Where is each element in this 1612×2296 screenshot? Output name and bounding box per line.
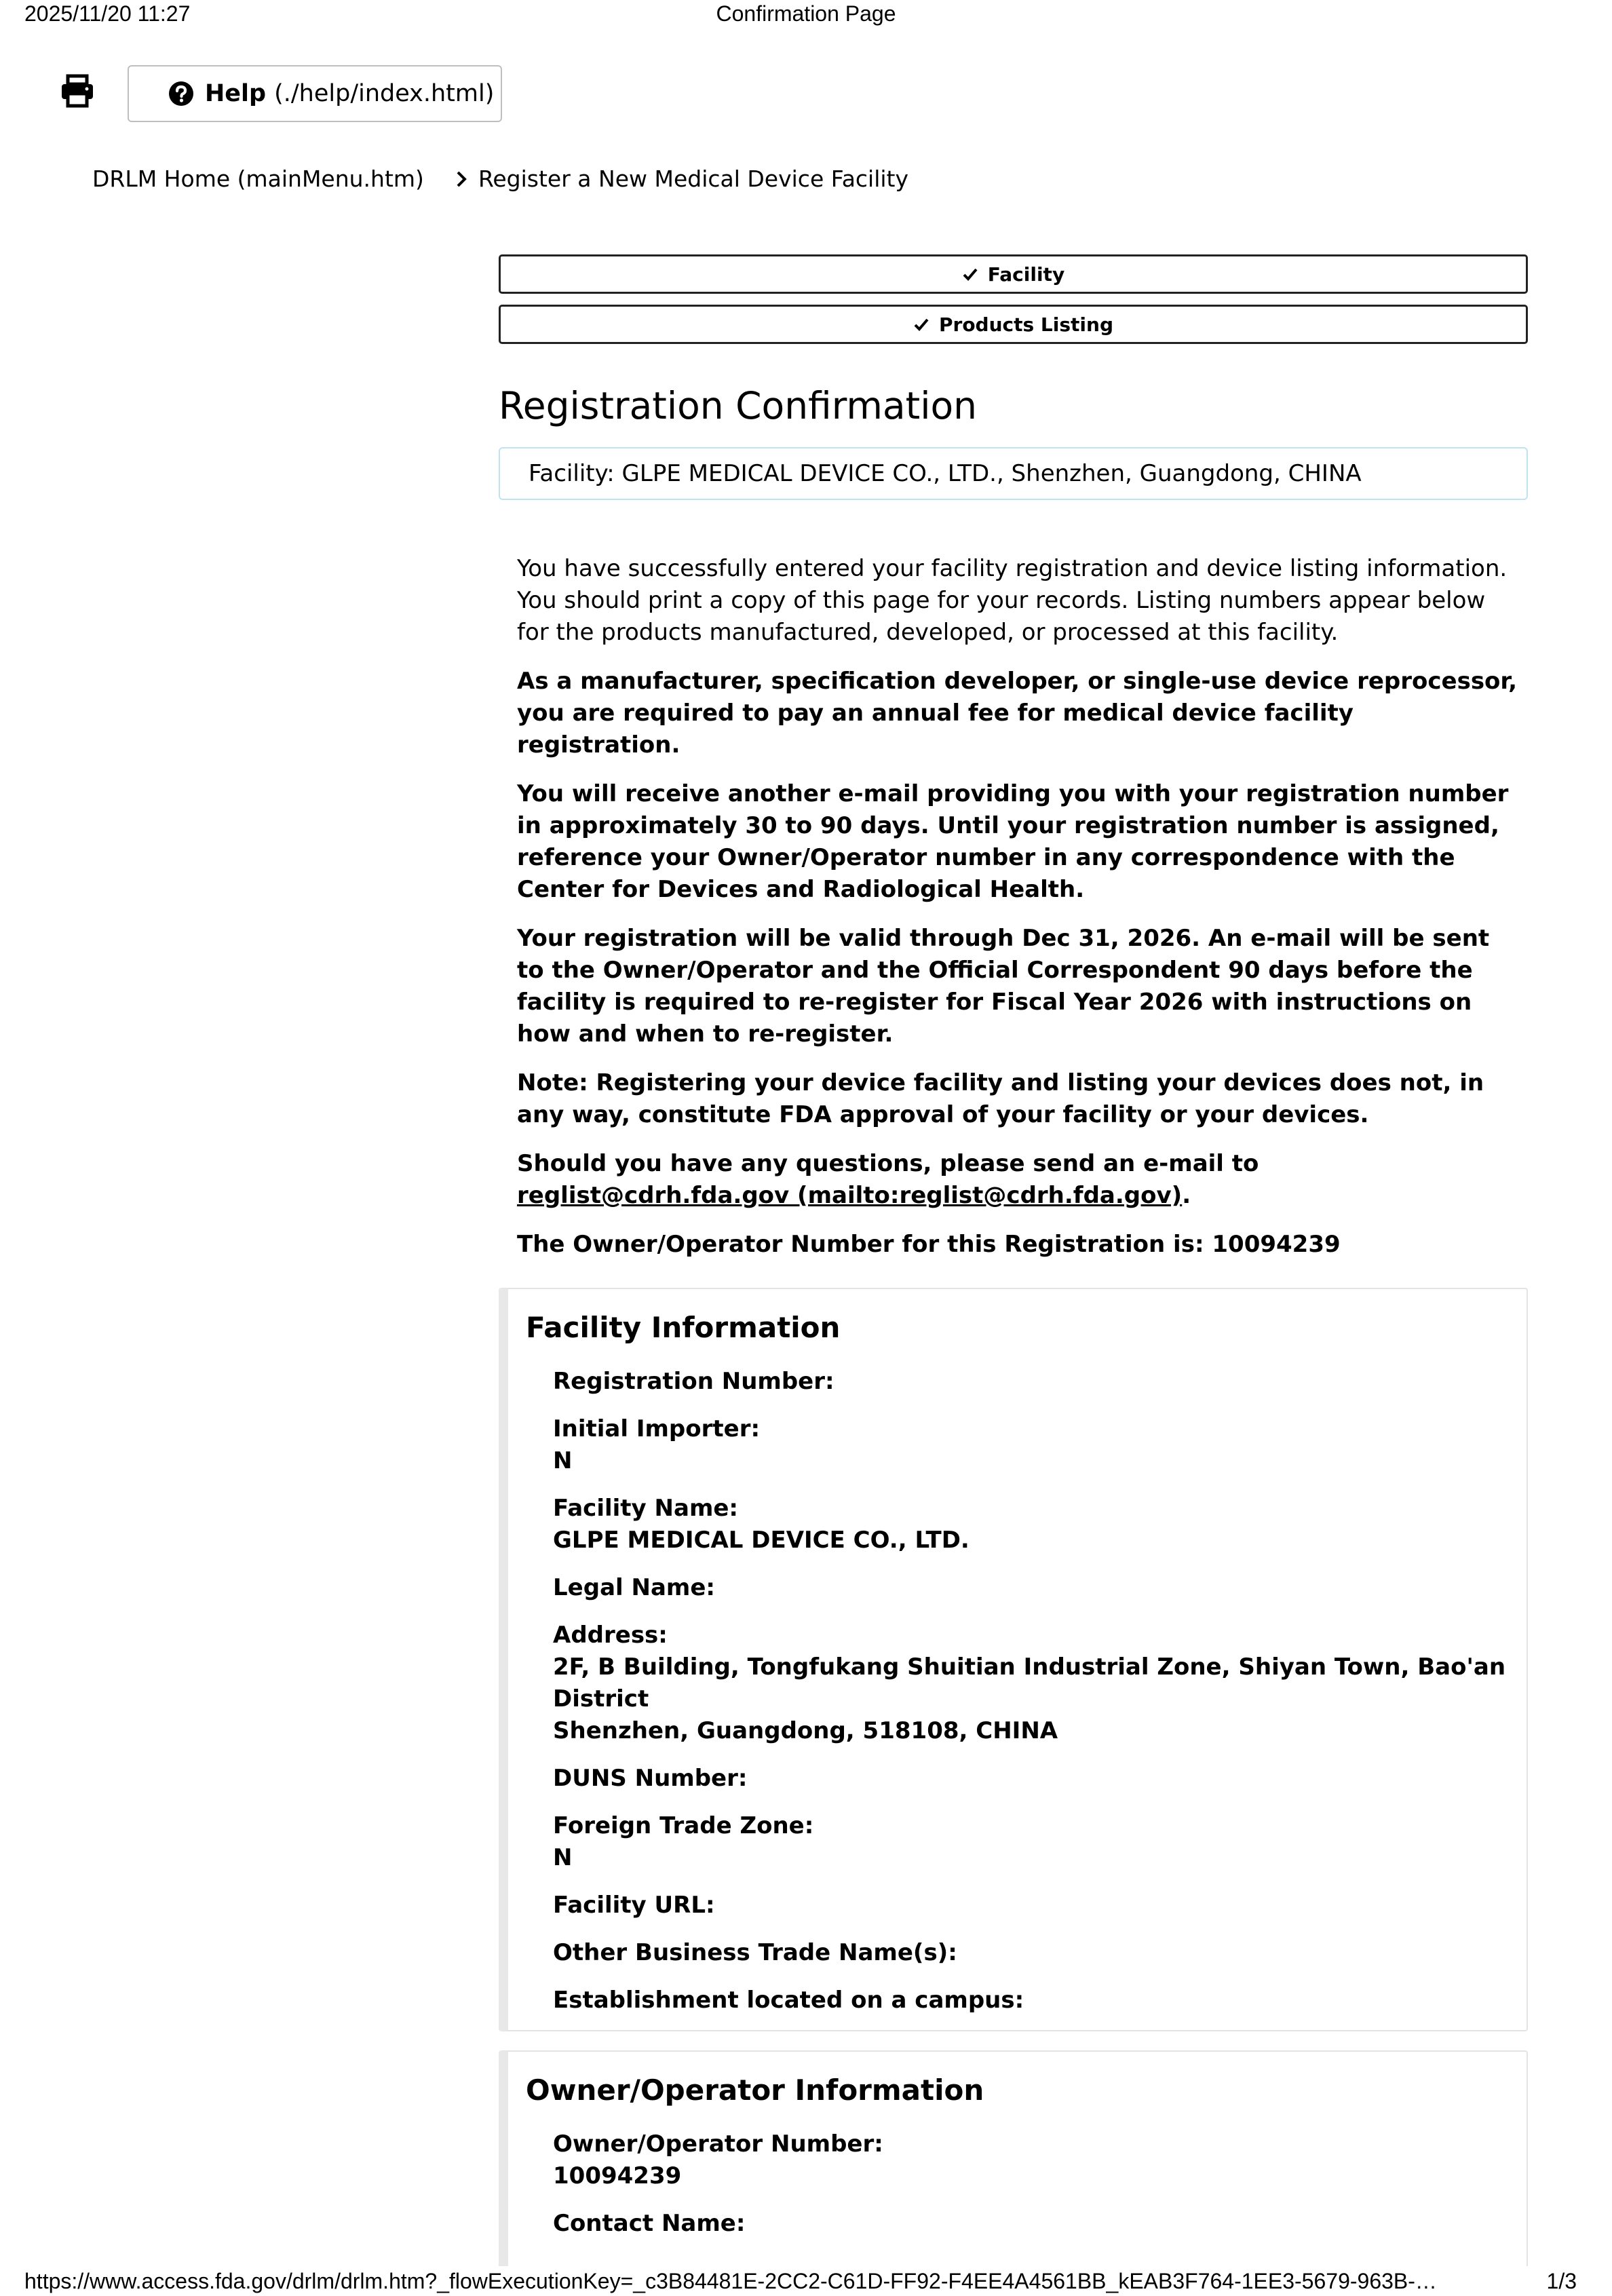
chevron-right-icon	[454, 170, 469, 188]
contact-name-field: Contact Name:	[553, 2210, 746, 2237]
help-label: Help	[205, 80, 267, 107]
initial-importer-field: Initial Importer: N	[553, 1413, 1527, 1477]
question-circle-icon	[168, 81, 194, 107]
facility-name-field: Facility Name: GLPE MEDICAL DEVICE CO., LTD.	[553, 1493, 1527, 1556]
reglist-email-link[interactable]: reglist@cdrh.fda.gov (mailto:reglist@cdrh.fda.gov)	[517, 1182, 1183, 1209]
help-link: (./help/index.html)	[274, 80, 495, 107]
registration-number-field: Registration Number:	[553, 1368, 834, 1395]
message-paragraph: You have successfully entered your facility registration and device listing information. You should print a copy of this page for your records. Listing numbers appear below for the products manufactured, developed, or processed at this facility.	[517, 555, 1508, 646]
confirmation-message	[517, 553, 1521, 1278]
address-line-1: 2F, B Building, Tongfukang Shuitian Industrial Zone, Shiyan Town, Bao'an District	[553, 1653, 1506, 1713]
page-title: Registration Confirmation	[499, 384, 977, 427]
print-page-number: 1/3	[1546, 2269, 1577, 2293]
breadcrumb-current: Register a New Medical Device Facility	[478, 166, 909, 192]
message-owner-operator-number: The Owner/Operator Number for this Registration is: 10094239	[517, 1231, 1341, 1258]
print-url: https://www.access.fda.gov/drlm/drlm.htm?_flowExecutionKey=_c3B84481E-2CC2-C61D-FF92-F4EE4A4561BB_kEAB3F764-1EE3-5679-963B-…	[24, 2269, 1437, 2293]
print-header	[0, 0, 1612, 30]
facility-url-field: Facility URL:	[553, 1892, 715, 1919]
help-button[interactable]	[128, 65, 502, 122]
message-contact: Should you have any questions, please send an e-mail to reglist@cdrh.fda.gov (mailto:reglist@cdrh.fda.gov).	[517, 1150, 1259, 1209]
legal-name-field: Legal Name:	[553, 1574, 715, 1601]
facility-step-label: Facility	[987, 263, 1065, 286]
message-fda-approval-note: Note: Registering your device facility and listing your devices does not, in any way, constitute FDA approval of your facility or your devices.	[517, 1069, 1484, 1128]
facility-name-value: GLPE MEDICAL DEVICE CO., LTD.	[553, 1527, 970, 1554]
message-fee-notice: As a manufacturer, specification developer, or single-use device reprocessor, you are required to pay an annual fee for medical device facility registration.	[517, 668, 1518, 759]
message-validity-notice: Your registration will be valid through Dec 31, 2026. An e-mail will be sent to the Owner/Operator and the Official Correspondent 90 days before the facility is required to re-register for Fiscal Year 2026 with instructions on how and when to re-register.	[517, 925, 1490, 1048]
print-footer	[0, 2266, 1612, 2296]
printer-icon	[60, 73, 95, 109]
print-page-title: Confirmation Page	[716, 1, 896, 26]
owner-operator-information-panel	[499, 2050, 1528, 2296]
address-field: Address: 2F, B Building, Tongfukang Shuitian Industrial Zone, Shiyan Town, Bao'an District Shenzhen, Guangdong, 518108, CHINA	[553, 1620, 1527, 1747]
facility-information-panel	[499, 1288, 1528, 2031]
message-registration-number-notice: You will receive another e-mail providing you with your registration number in approximately 30 to 90 days. Until your registration number is assigned, reference your Owner/Operator number in any correspondence with the Center for Devices and Radiological Health.	[517, 780, 1509, 903]
checkmark-icon	[962, 267, 978, 282]
facility-information-heading: Facility Information	[526, 1311, 841, 1344]
products-listing-step-button[interactable]	[499, 305, 1528, 344]
checkmark-icon	[913, 317, 929, 332]
duns-number-field: DUNS Number:	[553, 1765, 748, 1792]
facility-banner: Facility: GLPE MEDICAL DEVICE CO., LTD., Shenzhen, Guangdong, CHINA	[499, 447, 1528, 500]
breadcrumb	[92, 166, 908, 192]
campus-field: Establishment located on a campus:	[553, 1987, 1024, 2014]
initial-importer-value: N	[553, 1447, 573, 1474]
owner-fields	[553, 2128, 1527, 2240]
foreign-trade-zone-value: N	[553, 1844, 573, 1871]
print-timestamp: 2025/11/20 11:27	[24, 1, 191, 26]
print-button[interactable]	[60, 73, 95, 109]
foreign-trade-zone-field: Foreign Trade Zone: N	[553, 1810, 1527, 1874]
breadcrumb-home-link[interactable]: DRLM Home (mainMenu.htm)	[92, 166, 424, 192]
other-trade-names-field: Other Business Trade Name(s):	[553, 1939, 957, 1966]
owner-operator-number-value: 10094239	[553, 2162, 682, 2189]
owner-operator-number-field: Owner/Operator Number: 10094239	[553, 2128, 1527, 2192]
products-listing-step-label: Products Listing	[938, 313, 1113, 336]
facility-fields	[553, 1366, 1527, 2016]
address-line-2: Shenzhen, Guangdong, 518108, CHINA	[553, 1717, 1058, 1744]
owner-operator-heading: Owner/Operator Information	[526, 2073, 984, 2107]
facility-step-button[interactable]	[499, 254, 1528, 294]
